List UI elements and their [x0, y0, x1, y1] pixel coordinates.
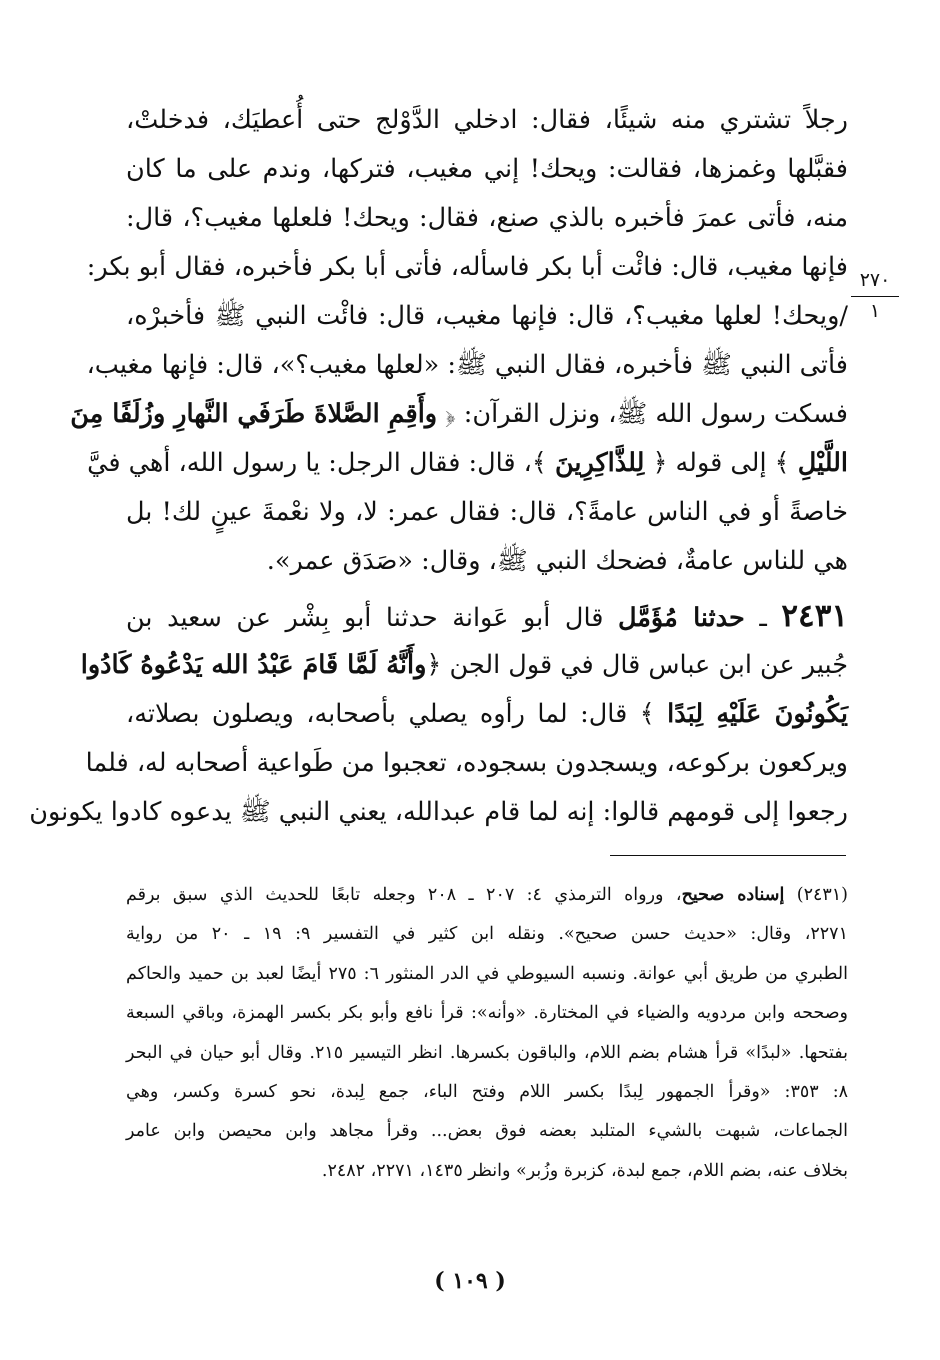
footnotes-section [126, 876, 848, 1191]
text-line [126, 537, 848, 586]
emphasized-text: اللَّيْلِ [797, 448, 848, 478]
text-line [86, 243, 848, 292]
text-line [70, 390, 848, 439]
margin-page-reference [850, 268, 900, 323]
text-segment: الطبري من طريق أبي عوانة. ونسبه السيوطي في الدر المنثور ٦: ٢٧٥ أيضًا لعبد بن حميد والحاكم [126, 963, 849, 984]
text-segment: فإنها مغيب، قال: فائْت أبا بكر فاسأله، فأتى أبا بكر فأخبره، فقال أبو بكر: [86, 252, 848, 282]
footnote-line [126, 1112, 848, 1151]
text-line [126, 488, 848, 537]
emphasized-text: لِلذَّاكِرِينَ [554, 448, 645, 478]
text-segment: ﴾، قال: فقال الرجل: يا رسول الله، أهي فيَّ [87, 448, 555, 478]
text-segment: منه، فأتى عمرَ فأخبره بالذي صنع، فقال: ويحك! فلعلها مغيب؟، قال: [126, 203, 848, 233]
text-segment: فقبَّلها وغمزها، فقالت: ويحك! إني مغيب، فتركها، وندم على ما كان [126, 154, 848, 184]
text-segment: قال أبو عَوانة حدثنا أبو بِشْر عن سعيد بن [126, 603, 618, 633]
margin-rule [851, 296, 899, 297]
text-segment: ٢٢٧١، وقال: «حديث حسن صحيح». ونقله ابن كثير في التفسير ٩: ١٩ ـ ٢٠ من رواية [126, 924, 848, 945]
text-segment: فأتى النبي ﷺ فأخبره، فقال النبي ﷺ: «لعلها مغيب؟»، قال: فإنها مغيب، [86, 350, 848, 380]
text-segment: ﴾ إلى قوله ﴿ [644, 448, 798, 478]
text-segment: بفتحها. «لبدًا» قرأ هشام بضم اللام، والباقون بكسرها. انظر التيسير ٢١٥. وقال أبو حيان في البحر [126, 1042, 848, 1063]
text-segment: /ويحك! لعلها مغيب؟َ، قال: فإنها مغيب، قال: فائْت النبي ﷺ فأخبرْه، [126, 301, 848, 331]
margin-part-number: ١ [869, 300, 881, 322]
text-segment: ، ورواه الترمذي ٤: ٢٠٧ ـ ٢٠٨ وجعله تابعًا للحديث الذي سبق برقم [126, 885, 682, 905]
text-segment: رجعوا إلى قومهم قالوا: إنه لما قام عبدالله، يعني النبي ﷺ يدعوه كادوا يكونون [29, 797, 848, 827]
text-line [126, 96, 848, 145]
text-segment: خاصةً أو في الناس عامةً؟، قال: فقال عمر: لا، ولا نعْمةَ عينٍ لك! بل [126, 497, 848, 527]
main-text-body [29, 96, 848, 837]
emphasized-text: إسناده صحيح [681, 885, 785, 905]
hadith-number: ٢٤٣١ [781, 598, 848, 634]
text-line [126, 592, 848, 641]
text-segment: ويركعون بركوعه، ويسجدون بسجوده، تعجبوا من طَواعية أصحابه له، فلما [85, 748, 848, 778]
emphasized-text: يَكُونُونَ عَلَيْهِ لِبَدًا [667, 699, 848, 729]
text-line [29, 788, 848, 837]
text-segment: فسكت رسول الله ﷺ، ونزل القرآن: ﴿ [437, 399, 848, 429]
text-line [86, 341, 848, 390]
footnote-separator [610, 855, 846, 856]
text-segment: الجماعات، شبهت بالشيء المتلبد بعضه فوق بعض... وقرأ مجاهد وابن محيصن وابن عامر [126, 1121, 848, 1142]
footnote-line [126, 1034, 848, 1073]
footnote-line [126, 1152, 848, 1191]
text-line [126, 690, 848, 739]
text-line [126, 194, 848, 243]
text-segment: بخلاف عنه، بضم اللام، جمع لبدة، كزبرة وزُبر» وانظر ١٤٣٥، ٢٢٧١، ٢٤٨٢. [321, 1160, 848, 1181]
text-line [87, 439, 848, 488]
footnote-line [126, 915, 848, 954]
footnote-line [126, 955, 848, 994]
emphasized-text: حدثنا مُؤَمَّل [617, 603, 745, 633]
margin-volume-page: ٢٧٠ [859, 269, 891, 291]
text-segment: جُبير عن ابن عباس قال في قول الجن ﴿ [426, 650, 848, 680]
footnote-line [126, 994, 848, 1033]
text-segment: ٨: ٣٥٣: «وقرأ الجمهور لِبدًا بكسر اللام وفتح الباء، جمع لِبدة، نحو كسرة وكسر، وهي [126, 1081, 848, 1102]
text-segment: ـ [744, 603, 782, 633]
emphasized-text: وأَقِمِ الصَّلاةَ طَرَفَي النَّهارِ وزُلَفًا مِنَ [70, 399, 438, 429]
text-segment: وصححه وابن مردويه والضياء في المختارة. «وأنه»: قرأ نافع وأبو بكر بكسر الهمزة، وباقي السبعة [126, 1003, 848, 1024]
page-number: ( ١٠٩ ) [434, 1268, 506, 1294]
emphasized-text: وأَنَّهُ لَمَّا قَامَ عَبْدُ الله يَدْعُوهُ كَادُوا [80, 650, 427, 680]
footnote-line [126, 1073, 848, 1112]
footnote-line [126, 876, 848, 915]
text-line [85, 739, 848, 788]
text-segment: هي للناس عامةٌ، فضحك النبي ﷺ، وقال: «صَدَق عمر». [266, 546, 848, 576]
text-line [126, 145, 848, 194]
text-segment: ﴾ قال: لما رأوه يصلي بأصحابه، ويصلون بصلاته، [126, 699, 668, 729]
text-segment: (٢٤٣١) [784, 885, 848, 905]
text-line [80, 641, 848, 690]
text-line [126, 292, 848, 341]
text-segment: رجلاً تشتري منه شيئًا، فقال: ادخلي الدَّوْلج حتى أُعطيَك، فدخلتْ، [126, 105, 848, 135]
